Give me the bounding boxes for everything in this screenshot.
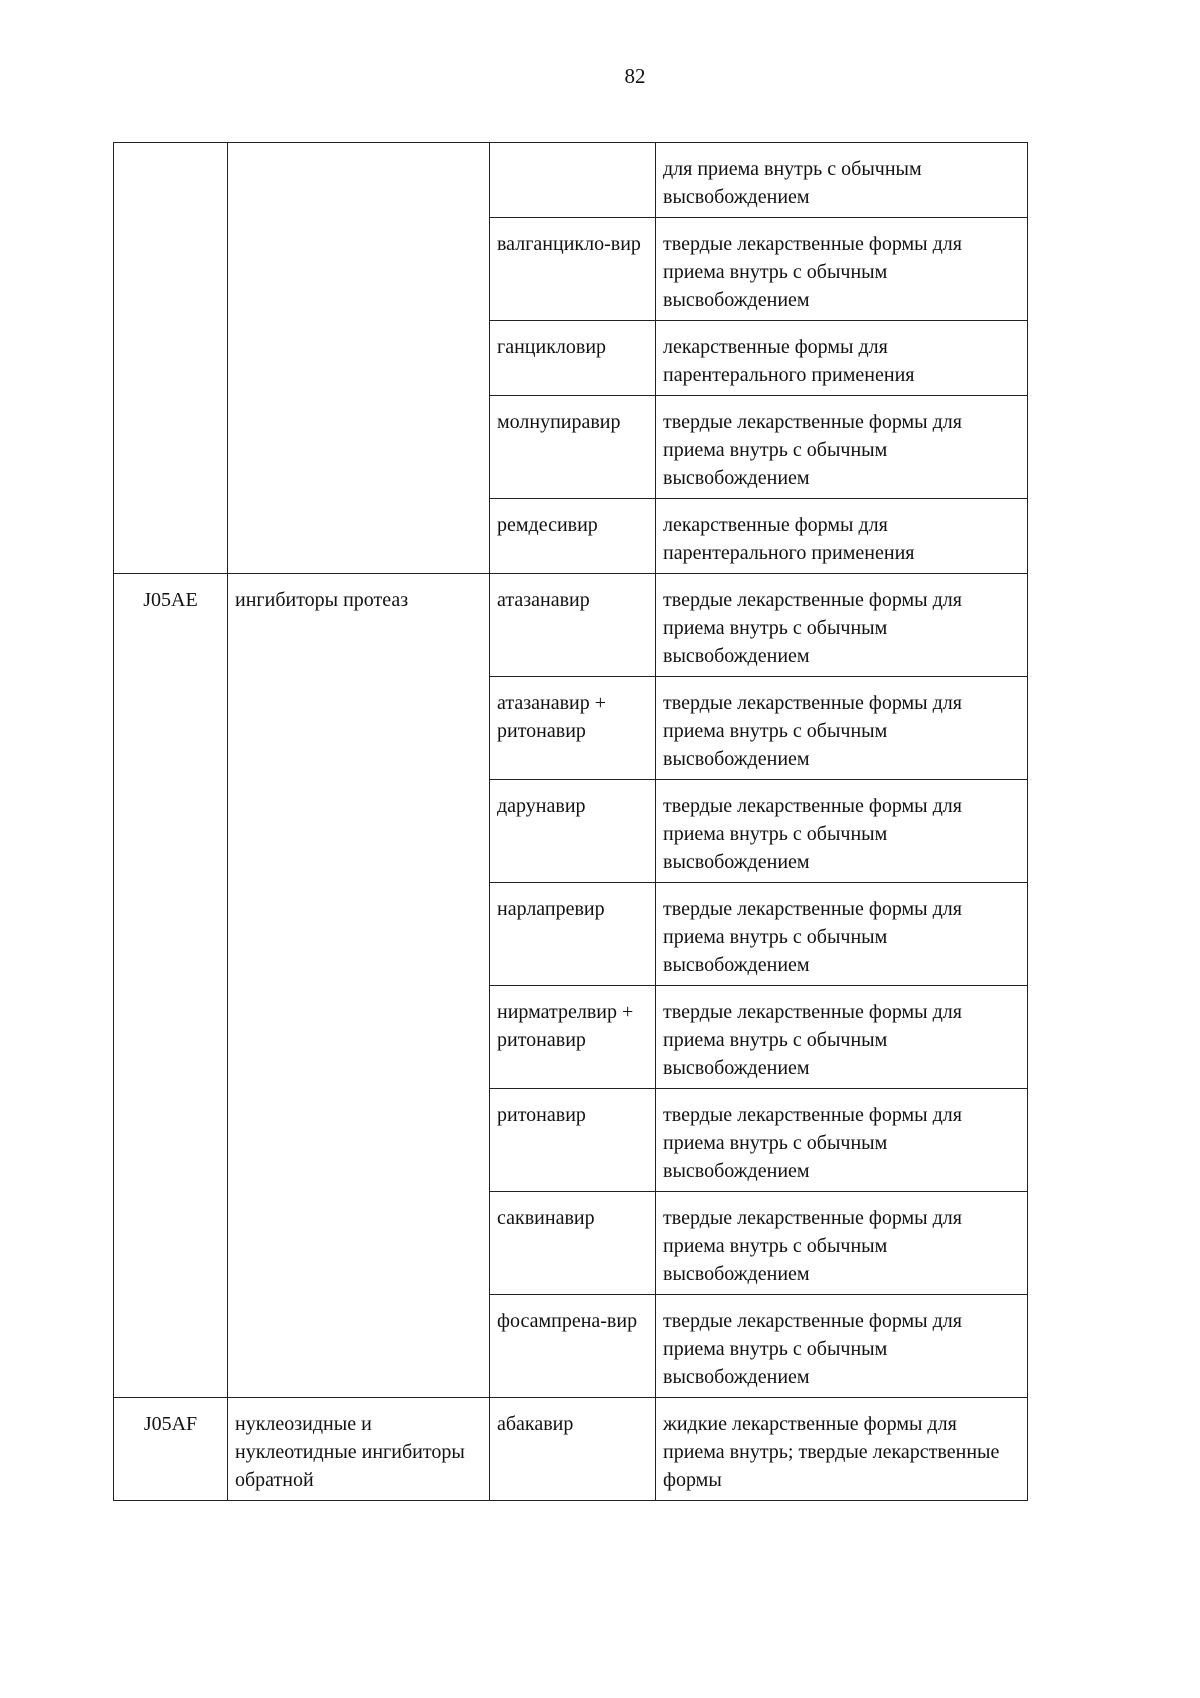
dosage-form-cell: твердые лекарственные формы для приема внутрь с обычным высвобождением	[656, 986, 1028, 1089]
dosage-form-cell: твердые лекарственные формы для приема внутрь с обычным высвобождением	[656, 883, 1028, 986]
dosage-form-cell: для приема внутрь с обычным высвобождением	[656, 143, 1028, 218]
dosage-form-cell: лекарственные формы для парентерального применения	[656, 321, 1028, 396]
drug-name-cell: валганцикло-вир	[490, 218, 656, 321]
group-name-cell: ингибиторы протеаз	[228, 574, 490, 1398]
dosage-form-cell: твердые лекарственные формы для приема внутрь с обычным высвобождением	[656, 677, 1028, 780]
drug-name-cell: саквинавир	[490, 1192, 656, 1295]
dosage-form-cell: лекарственные формы для парентерального применения	[656, 499, 1028, 574]
drug-name-cell: ганцикловир	[490, 321, 656, 396]
drug-name-cell: абакавир	[490, 1398, 656, 1501]
atc-code-cell: J05AE	[114, 574, 228, 1398]
dosage-form-cell: твердые лекарственные формы для приема внутрь с обычным высвобождением	[656, 218, 1028, 321]
group-name-cell	[228, 143, 490, 574]
table-row	[114, 143, 1028, 218]
drug-table	[113, 142, 1028, 1501]
drug-name-cell: нарлапревир	[490, 883, 656, 986]
dosage-form-cell: твердые лекарственные формы для приема внутрь с обычным высвобождением	[656, 574, 1028, 677]
dosage-form-cell: твердые лекарственные формы для приема внутрь с обычным высвобождением	[656, 1192, 1028, 1295]
page-number: 82	[624, 64, 646, 88]
drug-name-cell	[490, 143, 656, 218]
drug-name-cell: атазанавир + ритонавир	[490, 677, 656, 780]
table-row	[114, 574, 1028, 677]
atc-code-cell: J05AF	[114, 1398, 228, 1501]
drug-name-cell: нирматрелвир + ритонавир	[490, 986, 656, 1089]
atc-code-cell	[114, 143, 228, 574]
group-name-cell: нуклеозидные и нуклеотидные ингибиторы обратной	[228, 1398, 490, 1501]
drug-name-cell: атазанавир	[490, 574, 656, 677]
drug-name-cell: фосампрена-вир	[490, 1295, 656, 1398]
dosage-form-cell: твердые лекарственные формы для приема внутрь с обычным высвобождением	[656, 1089, 1028, 1192]
drug-name-cell: молнупиравир	[490, 396, 656, 499]
drug-name-cell: ремдесивир	[490, 499, 656, 574]
dosage-form-cell: твердые лекарственные формы для приема внутрь с обычным высвобождением	[656, 396, 1028, 499]
table-row	[114, 1398, 1028, 1501]
drug-name-cell: дарунавир	[490, 780, 656, 883]
dosage-form-cell: твердые лекарственные формы для приема внутрь с обычным высвобождением	[656, 1295, 1028, 1398]
drug-name-cell: ритонавир	[490, 1089, 656, 1192]
dosage-form-cell: жидкие лекарственные формы для приема внутрь; твердые лекарственные формы	[656, 1398, 1028, 1501]
dosage-form-cell: твердые лекарственные формы для приема внутрь с обычным высвобождением	[656, 780, 1028, 883]
